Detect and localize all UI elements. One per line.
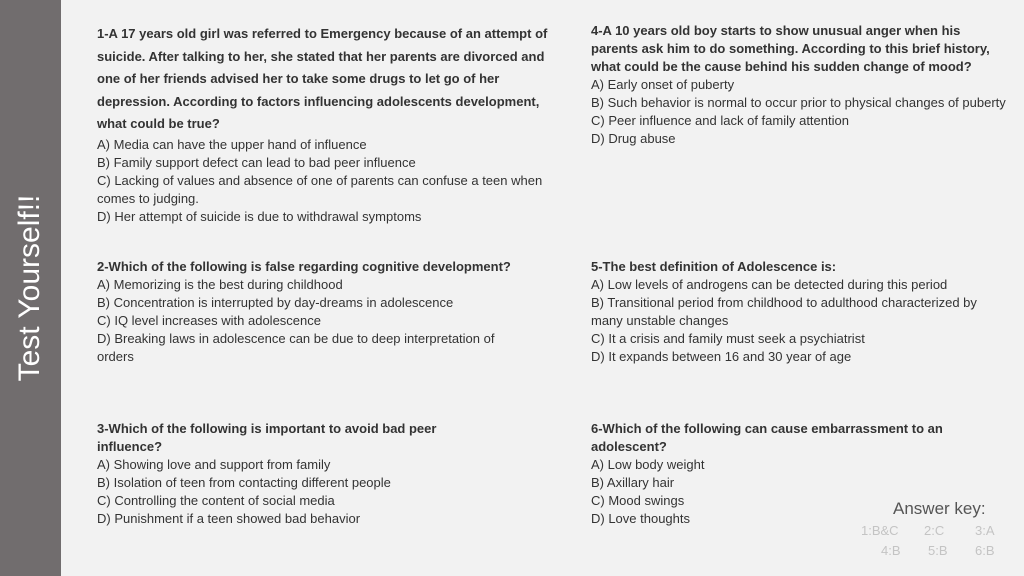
option-b: B) Family support defect can lead to bad peer influence	[97, 154, 416, 170]
question-5	[591, 258, 1001, 366]
option-a: A) Low body weight	[591, 457, 705, 472]
option-b: B) Isolation of teen from contacting different people	[97, 475, 391, 490]
option-d: D) Punishment if a teen showed bad behavior	[97, 511, 361, 526]
question-3	[97, 420, 457, 528]
answer-key	[855, 521, 1015, 561]
question-4	[591, 22, 1006, 148]
option-a: A) Memorizing is the best during childhood	[97, 277, 343, 292]
question-text: 3-Which of the following is important to avoid bad peer influence?	[97, 421, 437, 454]
question-2	[97, 258, 527, 366]
question-text: 2-Which of the following is false regarding cognitive development?	[97, 259, 511, 274]
option-c: C) IQ level increases with adolescence	[97, 313, 321, 328]
answer-2: 2:C	[924, 523, 945, 538]
option-b: B) Such behavior is normal to occur prior to physical changes of puberty	[591, 95, 1006, 110]
answer-1: 1:B&C	[861, 523, 899, 538]
answer-5: 5:B	[928, 543, 948, 558]
question-text: 1-A 17 years old girl was referred to Emergency because of an attempt of suicide. After talking to her, she stated that her parents are divorced and one of her friends advised her to take some drugs to let go of her depression. According to factors influencing adolescents development, what could be true?	[97, 26, 548, 131]
answer-3: 3:A	[975, 523, 995, 538]
option-a: A) Low levels of androgens can be detected during this period	[591, 277, 948, 292]
option-d: D) It expands between 16 and 30 year of age	[591, 349, 852, 364]
answer-key-title: Answer key:	[893, 499, 986, 518]
option-a: A) Media can have the upper hand of influence	[97, 136, 367, 152]
question-1	[97, 23, 569, 226]
option-c: C) Controlling the content of social media	[97, 493, 335, 508]
sidebar	[0, 0, 61, 576]
option-b: B) Axillary hair	[591, 475, 675, 490]
question-text: 5-The best definition of Adolescence is:	[591, 259, 837, 274]
option-b: B) Transitional period from childhood to adulthood characterized by many unstable changes	[591, 295, 977, 328]
option-a: A) Showing love and support from family	[97, 457, 331, 472]
answer-row	[855, 541, 1015, 561]
option-d: D) Breaking laws in adolescence can be due to deep interpretation of orders	[97, 331, 495, 364]
answer-6: 6:B	[975, 543, 995, 558]
option-c: C) Peer influence and lack of family attention	[591, 113, 849, 128]
option-b: B) Concentration is interrupted by day-dreams in adolescence	[97, 295, 454, 310]
option-a: A) Early onset of puberty	[591, 77, 735, 92]
answer-row	[855, 521, 1015, 541]
option-c: C) Mood swings	[591, 493, 685, 508]
option-c: C) Lacking of values and absence of one of parents can confuse a teen when comes to judging.	[97, 172, 543, 206]
sidebar-title: Test Yourself!!	[13, 194, 46, 382]
question-text: 6-Which of the following can cause embarrassment to an adolescent?	[591, 421, 943, 454]
question-text: 4-A 10 years old boy starts to show unusual anger when his parents ask him to do something. According to this brief history, what could be the cause behind his sudden change of mood?	[591, 23, 990, 74]
option-c: C) It a crisis and family must seek a psychiatrist	[591, 331, 865, 346]
option-d: D) Drug abuse	[591, 131, 676, 146]
option-d: D) Her attempt of suicide is due to withdrawal symptoms	[97, 208, 422, 224]
answer-4: 4:B	[881, 543, 901, 558]
option-d: D) Love thoughts	[591, 511, 691, 526]
